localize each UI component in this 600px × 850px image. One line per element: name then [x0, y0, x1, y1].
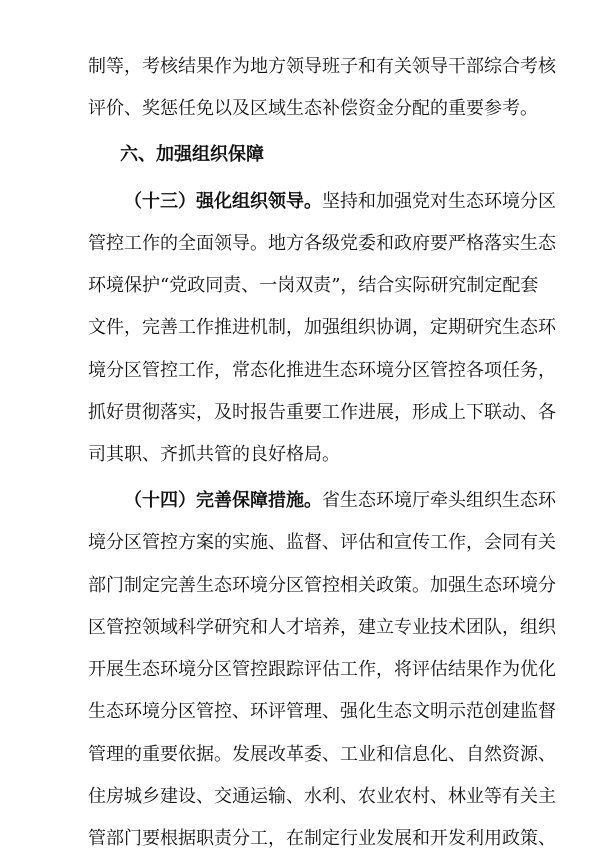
- item14-line: 生态环境分区管控、环评管理、强化生态文明示范创建监督: [88, 701, 556, 722]
- item14-line: 开展生态环境分区管控跟踪评估工作，将评估结果作为优化: [88, 659, 556, 680]
- item13-line: 境分区管控工作，常态化推进生态环境分区管控各项任务，: [88, 360, 556, 381]
- item13-line: 环境保护“党政同责、一岗双责”，结合实际研究制定配套: [88, 275, 539, 296]
- item13-line: 司其职、齐抓共管的良好格局。: [88, 444, 340, 465]
- item14-line: 管理的重要依据。发展改革委、工业和信息化、自然资源、: [88, 744, 556, 765]
- paragraph-line: 制等，考核结果作为地方领导班子和有关领导干部综合考核: [88, 56, 556, 77]
- item14-first-line: [124, 490, 556, 512]
- item13-line: 抓好贯彻落实，及时报告重要工作进展，形成上下联动、各: [88, 402, 556, 423]
- item13-line: 管控工作的全面领导。地方各级党委和政府要严格落实生态: [88, 233, 556, 254]
- item14-line: 境分区管控方案的实施、监督、评估和宣传工作，会同有关: [88, 532, 556, 553]
- item14-line: 管部门要根据职责分工，在制定行业发展和开发利用政策、: [88, 828, 556, 849]
- item14-label: （十四）完善保障措施。: [124, 490, 322, 511]
- item13-line: 文件，完善工作推进机制，加强组织协调，定期研究生态环: [88, 317, 556, 338]
- item14-line: 区管控领域科学研究和人才培养，建立专业技术团队，组织: [88, 617, 556, 638]
- item13-label: （十三）强化组织领导。: [124, 191, 322, 212]
- item14-line: 部门制定完善生态环境分区管控相关政策。加强生态环境分: [88, 575, 556, 596]
- paragraph-line: 评价、奖惩任免以及区域生态补偿资金分配的重要参考。: [88, 98, 538, 119]
- item13-first-line: [124, 191, 556, 213]
- section-heading: 六、加强组织保障: [120, 144, 264, 165]
- item13-first-rest: 坚持和加强党对生态环境分区: [322, 191, 556, 212]
- item14-first-rest: 省生态环境厅牵头组织生态环: [322, 490, 556, 511]
- item14-line: 住房城乡建设、交通运输、水利、农业农村、林业等有关主: [88, 786, 556, 807]
